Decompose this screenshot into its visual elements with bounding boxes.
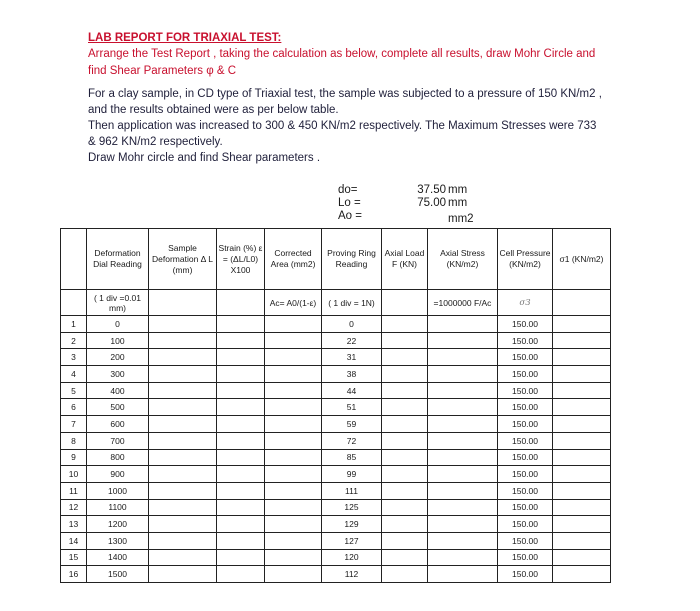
dial-reading-cell: 900	[87, 466, 149, 483]
problem-line-5: Draw Mohr circle and find Shear parameters .	[88, 152, 321, 164]
param-label: Lo =	[338, 197, 361, 209]
axial-load-cell	[382, 416, 428, 433]
proving-ring-reading-cell: 120	[322, 549, 382, 566]
header-axial-stress: Axial Stress (KN/m2)	[428, 229, 498, 290]
sigma1-cell	[553, 482, 611, 499]
subheader-axial-stress: =1000000 F/Ac	[428, 290, 498, 316]
header-sigma1: σ1 (KN/m2)	[553, 229, 611, 290]
sample-deformation-cell	[149, 316, 217, 333]
header-sample-deformation: Sample Deformation Δ L (mm)	[149, 229, 217, 290]
axial-load-cell	[382, 332, 428, 349]
strain-cell	[217, 466, 265, 483]
header-axial-load: Axial Load F (KN)	[382, 229, 428, 290]
table-row	[61, 349, 611, 366]
proving-ring-reading-cell: 44	[322, 382, 382, 399]
sample-deformation-cell	[149, 532, 217, 549]
cell-pressure-cell: 150.00	[498, 482, 553, 499]
strain-cell	[217, 482, 265, 499]
sample-deformation-cell	[149, 432, 217, 449]
proving-ring-reading-cell: 51	[322, 399, 382, 416]
problem-line-1: For a clay sample, in CD type of Triaxial test, the sample was subjected to a pressure of 150 KN/m2 ,	[88, 88, 602, 100]
sample-deformation-cell	[149, 366, 217, 383]
strain-cell	[217, 532, 265, 549]
axial-stress-cell	[428, 332, 498, 349]
strain-cell	[217, 566, 265, 583]
problem-line-3: Then application was increased to 300 & 450 KN/m2 respectively. The Maximum Stresses were 733	[88, 120, 597, 132]
axial-load-cell	[382, 482, 428, 499]
sigma1-cell	[553, 399, 611, 416]
proving-ring-reading-cell: 99	[322, 466, 382, 483]
axial-load-cell	[382, 499, 428, 516]
axial-load-cell	[382, 349, 428, 366]
proving-ring-reading-cell: 22	[322, 332, 382, 349]
table-row	[61, 399, 611, 416]
corrected-area-cell	[265, 332, 322, 349]
proving-ring-reading-cell: 0	[322, 316, 382, 333]
table-row	[61, 449, 611, 466]
axial-stress-cell	[428, 532, 498, 549]
sigma1-cell	[553, 466, 611, 483]
table-row	[61, 316, 611, 333]
strain-cell	[217, 516, 265, 533]
sigma1-cell	[553, 516, 611, 533]
sigma1-cell	[553, 532, 611, 549]
row-index-cell: 3	[61, 349, 87, 366]
strain-cell	[217, 449, 265, 466]
cell-pressure-cell: 150.00	[498, 316, 553, 333]
sample-deformation-cell	[149, 449, 217, 466]
dial-reading-cell: 700	[87, 432, 149, 449]
table-row	[61, 366, 611, 383]
axial-load-cell	[382, 516, 428, 533]
strain-cell	[217, 549, 265, 566]
param-unit: mm	[448, 197, 468, 209]
param-label: Ao =	[338, 210, 362, 222]
row-index-cell: 4	[61, 366, 87, 383]
axial-stress-cell	[428, 399, 498, 416]
row-index-cell: 6	[61, 399, 87, 416]
instruction-line-1: Arrange the Test Report , taking the calculation as below, complete all results, draw Mohr Circle and	[88, 48, 596, 60]
row-index-cell: 5	[61, 382, 87, 399]
axial-stress-cell	[428, 316, 498, 333]
row-index-cell: 14	[61, 532, 87, 549]
sample-deformation-cell	[149, 416, 217, 433]
report-title: LAB REPORT FOR TRIAXIAL TEST:	[88, 32, 282, 44]
param-unit: mm	[448, 184, 468, 196]
row-index-cell: 11	[61, 482, 87, 499]
row-index-cell: 1	[61, 316, 87, 333]
strain-cell	[217, 382, 265, 399]
axial-stress-cell	[428, 382, 498, 399]
sigma1-cell	[553, 316, 611, 333]
header-index	[61, 229, 87, 290]
row-index-cell: 7	[61, 416, 87, 433]
sigma1-cell	[553, 332, 611, 349]
sample-deformation-cell	[149, 499, 217, 516]
dial-reading-cell: 800	[87, 449, 149, 466]
proving-ring-reading-cell: 111	[322, 482, 382, 499]
sample-deformation-cell	[149, 332, 217, 349]
corrected-area-cell	[265, 349, 322, 366]
axial-load-cell	[382, 382, 428, 399]
axial-load-cell	[382, 399, 428, 416]
axial-stress-cell	[428, 416, 498, 433]
row-index-cell: 2	[61, 332, 87, 349]
sigma1-cell	[553, 382, 611, 399]
param-value: 75.00	[417, 197, 446, 209]
row-index-cell: 15	[61, 549, 87, 566]
cell-pressure-cell: 150.00	[498, 382, 553, 399]
row-index-cell: 12	[61, 499, 87, 516]
corrected-area-cell	[265, 532, 322, 549]
triaxial-data-table	[60, 228, 611, 583]
axial-stress-cell	[428, 432, 498, 449]
axial-stress-cell	[428, 549, 498, 566]
proving-ring-reading-cell: 125	[322, 499, 382, 516]
dial-reading-cell: 1400	[87, 549, 149, 566]
proving-ring-reading-cell: 38	[322, 366, 382, 383]
corrected-area-cell	[265, 449, 322, 466]
strain-cell	[217, 416, 265, 433]
strain-cell	[217, 349, 265, 366]
header-corrected-area: Corrected Area (mm2)	[265, 229, 322, 290]
problem-line-4: & 962 KN/m2 respectively.	[88, 136, 223, 148]
dial-reading-cell: 100	[87, 332, 149, 349]
proving-ring-reading-cell: 59	[322, 416, 382, 433]
cell-pressure-cell: 150.00	[498, 532, 553, 549]
axial-stress-cell	[428, 349, 498, 366]
axial-stress-cell	[428, 466, 498, 483]
header-cell-pressure: Cell Pressure (KN/m2)	[498, 229, 553, 290]
sigma1-cell	[553, 366, 611, 383]
proving-ring-reading-cell: 127	[322, 532, 382, 549]
header-strain: Strain (%) ε = (ΔL/L0) X100	[217, 229, 265, 290]
subheader-proving-ring: ( 1 div = 1N)	[322, 290, 382, 316]
row-index-cell: 13	[61, 516, 87, 533]
axial-load-cell	[382, 316, 428, 333]
corrected-area-cell	[265, 399, 322, 416]
corrected-area-cell	[265, 316, 322, 333]
dial-reading-cell: 300	[87, 366, 149, 383]
row-index-cell: 8	[61, 432, 87, 449]
instruction-line-2: find Shear Parameters φ & C	[88, 65, 237, 77]
table-row	[61, 432, 611, 449]
sample-deformation-cell	[149, 566, 217, 583]
corrected-area-cell	[265, 549, 322, 566]
sigma1-cell	[553, 499, 611, 516]
cell-pressure-cell: 150.00	[498, 416, 553, 433]
table-row	[61, 532, 611, 549]
subheader-deformation: ( 1 div =0.01 mm)	[87, 290, 149, 316]
proving-ring-reading-cell: 72	[322, 432, 382, 449]
row-index-cell: 9	[61, 449, 87, 466]
dial-reading-cell: 1500	[87, 566, 149, 583]
strain-cell	[217, 432, 265, 449]
dial-reading-cell: 1300	[87, 532, 149, 549]
dial-reading-cell: 0	[87, 316, 149, 333]
dial-reading-cell: 600	[87, 416, 149, 433]
corrected-area-cell	[265, 382, 322, 399]
strain-cell	[217, 316, 265, 333]
corrected-area-cell	[265, 466, 322, 483]
table-row	[61, 382, 611, 399]
table-row	[61, 499, 611, 516]
cell-pressure-cell: 150.00	[498, 432, 553, 449]
row-index-cell: 16	[61, 566, 87, 583]
axial-load-cell	[382, 466, 428, 483]
proving-ring-reading-cell: 112	[322, 566, 382, 583]
sigma1-cell	[553, 566, 611, 583]
report-text	[88, 30, 648, 166]
axial-load-cell	[382, 432, 428, 449]
sample-deformation-cell	[149, 349, 217, 366]
sample-deformation-cell	[149, 399, 217, 416]
subheader-corrected-area: Ac= A0/(1-ε)	[265, 290, 322, 316]
table-row	[61, 416, 611, 433]
table-row	[61, 466, 611, 483]
axial-load-cell	[382, 549, 428, 566]
axial-stress-cell	[428, 516, 498, 533]
param-unit: mm2	[448, 213, 474, 225]
table-row	[61, 482, 611, 499]
axial-load-cell	[382, 532, 428, 549]
axial-stress-cell	[428, 499, 498, 516]
sigma1-cell	[553, 416, 611, 433]
header-deformation: Deformation Dial Reading	[87, 229, 149, 290]
cell-pressure-cell: 150.00	[498, 499, 553, 516]
sample-deformation-cell	[149, 516, 217, 533]
sample-deformation-cell	[149, 466, 217, 483]
corrected-area-cell	[265, 416, 322, 433]
corrected-area-cell	[265, 499, 322, 516]
sigma1-cell	[553, 349, 611, 366]
cell-pressure-cell: 150.00	[498, 349, 553, 366]
cell-pressure-cell: 150.00	[498, 549, 553, 566]
row-index-cell: 10	[61, 466, 87, 483]
dial-reading-cell: 1200	[87, 516, 149, 533]
strain-cell	[217, 399, 265, 416]
sigma1-cell	[553, 449, 611, 466]
cell-pressure-cell: 150.00	[498, 566, 553, 583]
strain-cell	[217, 366, 265, 383]
corrected-area-cell	[265, 366, 322, 383]
cell-pressure-cell: 150.00	[498, 332, 553, 349]
dial-reading-cell: 500	[87, 399, 149, 416]
param-label: do=	[338, 184, 358, 196]
sample-deformation-cell	[149, 482, 217, 499]
sample-deformation-cell	[149, 382, 217, 399]
table-row	[61, 566, 611, 583]
strain-cell	[217, 499, 265, 516]
dial-reading-cell: 200	[87, 349, 149, 366]
axial-stress-cell	[428, 482, 498, 499]
corrected-area-cell	[265, 482, 322, 499]
sigma1-cell	[553, 549, 611, 566]
cell-pressure-cell: 150.00	[498, 449, 553, 466]
axial-load-cell	[382, 366, 428, 383]
proving-ring-reading-cell: 129	[322, 516, 382, 533]
table-row	[61, 549, 611, 566]
dial-reading-cell: 400	[87, 382, 149, 399]
axial-stress-cell	[428, 449, 498, 466]
dial-reading-cell: 1100	[87, 499, 149, 516]
axial-load-cell	[382, 566, 428, 583]
axial-stress-cell	[428, 366, 498, 383]
cell-pressure-cell: 150.00	[498, 366, 553, 383]
axial-stress-cell	[428, 566, 498, 583]
subheader-cell-pressure: σ3	[498, 290, 553, 316]
header-proving-ring: Proving Ring Reading	[322, 229, 382, 290]
proving-ring-reading-cell: 85	[322, 449, 382, 466]
cell-pressure-cell: 150.00	[498, 516, 553, 533]
param-value: 37.50	[417, 184, 446, 196]
axial-load-cell	[382, 449, 428, 466]
corrected-area-cell	[265, 516, 322, 533]
sample-deformation-cell	[149, 549, 217, 566]
dial-reading-cell: 1000	[87, 482, 149, 499]
cell-pressure-cell: 150.00	[498, 399, 553, 416]
corrected-area-cell	[265, 566, 322, 583]
problem-line-2: and the results obtained were as per below table.	[88, 104, 339, 116]
corrected-area-cell	[265, 432, 322, 449]
table-row	[61, 516, 611, 533]
strain-cell	[217, 332, 265, 349]
table-row	[61, 332, 611, 349]
sigma1-cell	[553, 432, 611, 449]
cell-pressure-cell: 150.00	[498, 466, 553, 483]
proving-ring-reading-cell: 31	[322, 349, 382, 366]
